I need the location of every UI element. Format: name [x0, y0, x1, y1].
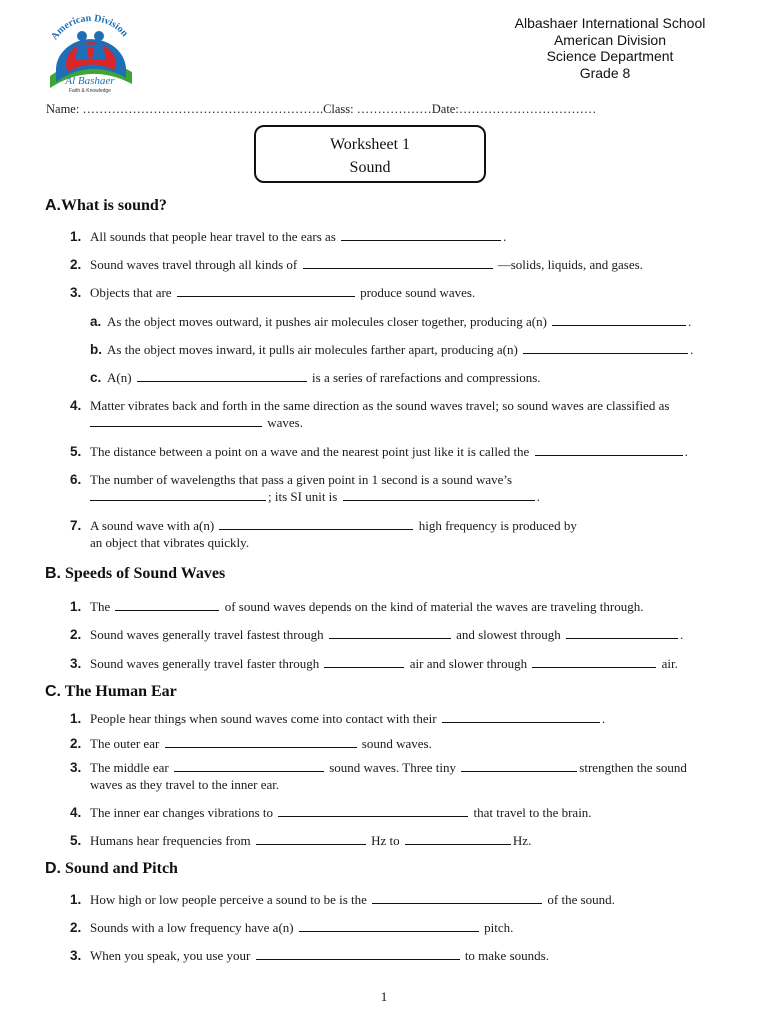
school-info — [500, 15, 720, 81]
answer-blank[interactable] — [532, 655, 656, 668]
section-title: The Human Ear — [64, 683, 177, 700]
answer-blank[interactable] — [372, 891, 542, 904]
answer-blank[interactable] — [177, 284, 355, 297]
question-c3: 3. The middle ear sound waves. Three tiny strengthen the sound waves as they travel to the inner ear. — [70, 760, 687, 792]
section-letter: A. — [45, 197, 61, 214]
name-class-date-line: Name: ………………………………………………….Class: ………………Date:…………………………… — [46, 102, 597, 116]
school-department: Science Department — [546, 48, 674, 64]
section-title: Speeds of Sound Waves — [65, 565, 226, 582]
school-name: Albashaer International School — [514, 15, 706, 31]
answer-blank[interactable] — [256, 832, 366, 845]
answer-blank[interactable] — [90, 488, 266, 501]
question-a3: 3. Objects that are produce sound waves. — [70, 285, 476, 300]
answer-blank[interactable] — [461, 759, 577, 772]
logo-script-text: Al Bashaer — [65, 75, 115, 87]
answer-blank[interactable] — [278, 804, 468, 817]
section-d-heading — [45, 860, 178, 878]
answer-blank[interactable] — [90, 414, 262, 427]
logo-arc-text: American Division — [49, 14, 131, 43]
question-a7: 7. A sound wave with a(n) high frequency is produced by an object that vibrates quickly. — [70, 518, 577, 550]
answer-blank[interactable] — [552, 313, 686, 326]
question-a6: 6. The number of wavelengths that pass a given point in 1 second is a sound wave’s ; its SI unit is . — [70, 472, 540, 504]
section-b-heading — [45, 565, 225, 583]
worksheet-title: Worksheet 1 — [329, 136, 411, 153]
answer-blank[interactable] — [137, 369, 307, 382]
answer-blank[interactable] — [115, 598, 219, 611]
section-letter: C. — [45, 683, 61, 700]
school-division: American Division — [553, 31, 667, 48]
question-b3: 3. Sound waves generally travel faster through air and slower through air. — [70, 656, 678, 671]
answer-blank[interactable] — [343, 488, 535, 501]
question-d1: 1. How high or low people perceive a sound to be is the of the sound. — [70, 892, 615, 907]
question-c1: 1. People hear things when sound waves come into contact with their . — [70, 711, 606, 726]
worksheet-topic: Sound — [349, 159, 391, 176]
question-a3a: a. As the object moves outward, it pushes air molecules closer together, producing a(n) . — [90, 314, 692, 329]
answer-blank[interactable] — [405, 832, 511, 845]
school-logo — [44, 14, 136, 96]
answer-blank[interactable] — [329, 626, 451, 639]
section-letter: B. — [45, 565, 61, 582]
logo-tagline: Faith & Knowledge — [69, 88, 111, 94]
question-b2: 2. Sound waves generally travel fastest through and slowest through . — [70, 627, 684, 642]
worksheet-title-box — [254, 125, 486, 183]
school-grade: Grade 8 — [579, 64, 631, 81]
section-title: What is sound? — [61, 197, 167, 214]
answer-blank[interactable] — [219, 517, 413, 530]
answer-blank[interactable] — [442, 710, 600, 723]
question-a3c: c. A(n) is a series of rarefactions and compressions. — [90, 370, 541, 385]
question-a2: 2. Sound waves travel through all kinds of —solids, liquids, and gases. — [70, 257, 643, 272]
answer-blank[interactable] — [299, 919, 479, 932]
question-a3b: b. As the object moves inward, it pulls air molecules farther apart, producing a(n) . — [90, 342, 694, 357]
section-a-heading — [45, 197, 167, 215]
section-title: Sound and Pitch — [65, 860, 178, 877]
answer-blank[interactable] — [566, 626, 678, 639]
question-c4: 4. The inner ear changes vibrations to that travel to the brain. — [70, 805, 592, 820]
page-number: 1 — [380, 989, 388, 1004]
question-b1: 1. The of sound waves depends on the kind of material the waves are traveling through. — [70, 599, 644, 614]
answer-blank[interactable] — [535, 443, 683, 456]
question-c5: 5. Humans hear frequencies from Hz to Hz. — [70, 833, 532, 848]
section-letter: D. — [45, 860, 61, 877]
answer-blank[interactable] — [303, 256, 493, 269]
question-a4: 4. Matter vibrates back and forth in the same direction as the sound waves travel; so sound waves are classified as waves. — [70, 398, 670, 430]
question-d2: 2. Sounds with a low frequency have a(n) pitch. — [70, 920, 514, 935]
question-d3: 3. When you speak, you use your to make sounds. — [70, 948, 549, 963]
answer-blank[interactable] — [324, 655, 404, 668]
question-c2: 2. The outer ear sound waves. — [70, 736, 432, 751]
question-a5: 5. The distance between a point on a wave and the nearest point just like it is called the . — [70, 444, 688, 459]
section-c-heading — [45, 683, 177, 701]
answer-blank[interactable] — [256, 947, 460, 960]
answer-blank[interactable] — [523, 341, 688, 354]
answer-blank[interactable] — [341, 228, 501, 241]
answer-blank[interactable] — [165, 735, 357, 748]
question-a1: 1. All sounds that people hear travel to the ears as . — [70, 229, 507, 244]
answer-blank[interactable] — [174, 759, 324, 772]
